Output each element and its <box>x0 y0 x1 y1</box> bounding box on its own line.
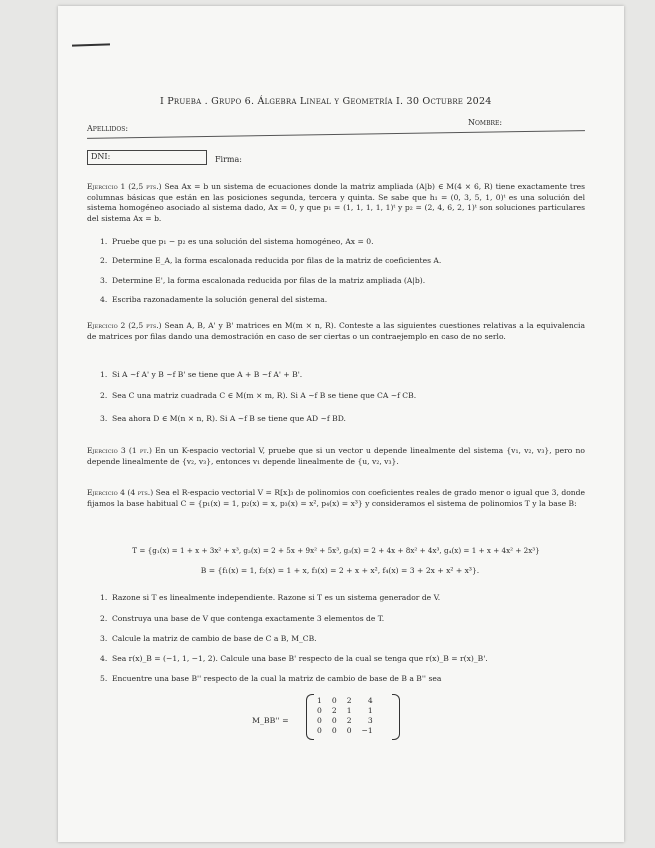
dni-box <box>87 150 207 165</box>
system-T-equation: T = {g₁(x) = 1 + x + 3x² + x³, g₂(x) = 2 + 5x + 9x² + 5x³, g₃(x) = 2 + 4x + 8x² + 4x³, g₄(x) = 1 + x + 4x² + 2x³} <box>132 546 540 555</box>
exercise-4-text: Sea el R-espacio vectorial V = R[x]₃ de polinomios con coeficientes reales de grado menor o igual que 3, donde fijamos la base habitual C = {p₁(x) = 1, p₂(x) = x, p₃(x) = x², p₄(x) = x³} y consideramos el sistema de polinomios T y la base B: <box>87 488 586 508</box>
exercise-4-heading: Ejercicio 4 (4 pts.) <box>87 488 154 497</box>
exercise-2-item: 3. Sea ahora D ∈ M(n × n, R). Si A ~f B se tiene que AD ~f BD. <box>100 414 346 423</box>
matrix-label: M_BB'' = <box>252 716 289 725</box>
dni-label: DNI: <box>91 152 111 161</box>
nombre-label: Nombre: <box>468 118 503 127</box>
exercise-1-statement <box>87 182 585 224</box>
exercise-2-statement <box>87 321 585 342</box>
exercise-3-heading: Ejercicio 3 (1 pt.) <box>87 446 152 455</box>
firma-label: Firma: <box>215 155 242 164</box>
exercise-3-text: En un K-espacio vectorial V, pruebe que si un vector u depende linealmente del sistema {v₁, v₂, v₃}, pero no depende linealmente de {v₂, v₃}, entonces v₁ depende linealmente de {u, v₂, v₃}. <box>87 446 586 466</box>
exercise-1-item: 1. Pruebe que p₁ − p₂ es una solución del sistema homogéneo, Ax = 0. <box>100 237 374 246</box>
matrix-cell: 0 <box>317 725 322 735</box>
exam-title: I Prueba . Grupo 6. Álgebra Lineal y Geometría I. 30 Octubre 2024 <box>160 96 492 107</box>
matrix-row <box>312 715 378 725</box>
matrix-cell: −1 <box>361 725 373 735</box>
matrix-cell: 1 <box>346 705 352 715</box>
matrix-cell: 1 <box>367 705 373 715</box>
exercise-4-item: 2. Construya una base de V que contenga exactamente 3 elementos de T. <box>100 614 385 623</box>
exercise-2-item: 2. Sea C una matriz cuadrada C ∈ M(m × m, R). Si A ~f B se tiene que CA ~f CB. <box>100 391 417 400</box>
exercise-2-text: Sean A, B, A' y B' matrices en M(m × n, R). Conteste a las siguientes cuestiones relativas a la equivalencia de matrices por filas dando una demostración en caso de ser ciertas o un contraejemplo en caso de no serlo. <box>87 321 586 341</box>
matrix-cell: 1 <box>317 695 322 705</box>
matrix-cell: 2 <box>331 705 337 715</box>
exercise-4-item: 1. Razone si T es linealmente independiente. Razone si T es un sistema generador de V. <box>100 593 441 602</box>
exercise-2-heading: Ejercicio 2 (2,5 pts.) <box>87 321 162 330</box>
matrix-row <box>312 705 378 715</box>
exercise-4-item: 3. Calcule la matriz de cambio de base de C a B, M_CB. <box>100 634 317 643</box>
exercise-1-item: 4. Escriba razonadamente la solución general del sistema. <box>100 295 328 304</box>
exercise-1-text: Sea Ax = b un sistema de ecuaciones donde la matriz ampliada (A|b) ∈ M(4 × 6, R) tiene exactamente tres columnas básicas que están en las posiciones segunda, tercera y quinta. Se sabe que h₁ = (0, 3, 5, 1, 0)ᵗ es una solución del sistema homogéneo asociado al sistema dado, Ax = 0, y que p₁ = (1, 1, 1, 1, 1)ᵗ y p₂ = (2, 4, 6, 2, 1)ᵗ son soluciones particulares del sistema Ax = b. <box>87 182 585 223</box>
matrix-table <box>312 695 378 735</box>
exercise-1-item: 3. Determine E', la forma escalonada reducida por filas de la matriz ampliada (A|b). <box>100 276 426 285</box>
matrix-cell: 3 <box>367 715 373 725</box>
matrix-cell: 0 <box>331 715 337 725</box>
exercise-4-statement <box>87 488 585 509</box>
exercise-3-statement <box>87 446 585 467</box>
matrix-cell: 0 <box>346 725 352 735</box>
exercise-1-item: 2. Determine E_A, la forma escalonada reducida por filas de la matriz de coeficientes A. <box>100 256 442 265</box>
right-parenthesis <box>392 694 400 740</box>
matrix-cell: 2 <box>346 715 352 725</box>
exercise-4-item: 5. Encuentre una base B'' respecto de la cual la matriz de cambio de base de B a B'' sea <box>100 674 442 683</box>
apellidos-label: Apellidos: <box>87 124 129 133</box>
matrix-cell: 2 <box>346 695 352 705</box>
matrix-cell: 0 <box>331 695 337 705</box>
matrix-cell: 0 <box>317 705 322 715</box>
matrix-row <box>312 725 378 735</box>
basis-B-equation: B = {f₁(x) = 1, f₂(x) = 1 + x, f₃(x) = 2 + x + x², f₄(x) = 3 + 2x + x² + x³}. <box>200 566 480 575</box>
matrix-cell: 0 <box>331 725 337 735</box>
matrix-row <box>312 695 378 705</box>
change-of-basis-matrix <box>312 695 378 735</box>
exercise-2-item: 1. Si A ~f A' y B ~f B' se tiene que A + B ~f A' + B'. <box>100 370 303 379</box>
exercise-4-item: 4. Sea r(x)_B = (−1, 1, −1, 2). Calcule una base B' respecto de la cual se tenga que r(x)_B = r(x)_B'. <box>100 654 488 663</box>
matrix-cell: 4 <box>367 695 373 705</box>
exercise-1-heading: Ejercicio 1 (2,5 pts.) <box>87 182 162 191</box>
matrix-cell: 0 <box>317 715 322 725</box>
